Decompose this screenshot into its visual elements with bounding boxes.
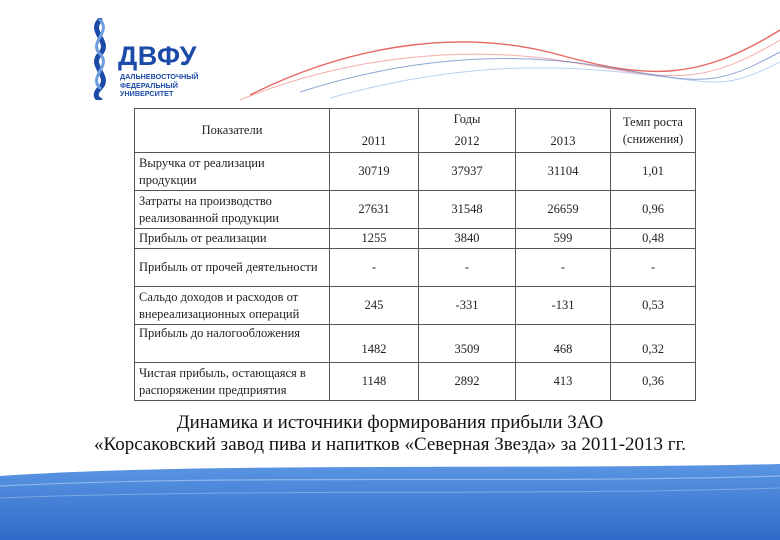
cell-value: 0,53	[611, 287, 696, 325]
cell-value: -	[419, 249, 516, 287]
table-header-row	[135, 109, 696, 131]
cell-value: 599	[516, 229, 611, 249]
cell-value: 31548	[419, 191, 516, 229]
table-row	[135, 153, 696, 191]
logo-subtitle	[120, 73, 198, 99]
profit-table	[134, 108, 696, 401]
cell-value: 31104	[516, 153, 611, 191]
table-row	[135, 249, 696, 287]
cell-value: 0,96	[611, 191, 696, 229]
table-row	[135, 191, 696, 229]
table-row	[135, 229, 696, 249]
cell-value: -	[330, 249, 419, 287]
cell-value: 3509	[419, 325, 516, 363]
header-growth-rate: Темп роста (снижения)	[611, 109, 696, 153]
table-row	[135, 363, 696, 401]
logo-subtitle-line: УНИВЕРСИТЕТ	[120, 89, 174, 98]
cell-value: 0,32	[611, 325, 696, 363]
cell-value: 1,01	[611, 153, 696, 191]
cell-value: 26659	[516, 191, 611, 229]
slide-caption	[40, 412, 740, 456]
cell-value: 0,36	[611, 363, 696, 401]
cell-value: -331	[419, 287, 516, 325]
cell-value: 413	[516, 363, 611, 401]
table-row	[135, 325, 696, 363]
row-label: Чистая прибыль, остающаяся в распоряжении предприятия	[135, 363, 330, 401]
cell-value: -131	[516, 287, 611, 325]
cell-value: -	[516, 249, 611, 287]
logo-subtitle-line: ДАЛЬНЕВОСТОЧНЫЙ	[120, 72, 199, 81]
logo-abbreviation: ДВФУ	[118, 41, 197, 71]
row-label: Выручка от реализации продукции	[135, 153, 330, 191]
caption-line: «Корсаковский завод пива и напитков «Северная Звезда» за 2011-2013 гг.	[93, 434, 686, 455]
cell-value: -	[611, 249, 696, 287]
decorative-bottom-band	[0, 462, 780, 540]
cell-value: 1482	[330, 325, 419, 363]
cell-value: 1148	[330, 363, 419, 401]
cell-value: 1255	[330, 229, 419, 249]
cell-value: 468	[516, 325, 611, 363]
header-year: 2012	[419, 131, 516, 153]
cell-value: 3840	[419, 229, 516, 249]
header-year: 2013	[516, 131, 611, 153]
header-indicator: Показатели	[135, 109, 330, 153]
cell-value: 2892	[419, 363, 516, 401]
cell-value: 0,48	[611, 229, 696, 249]
table-row	[135, 287, 696, 325]
row-label: Сальдо доходов и расходов от внереализационных операций	[135, 287, 330, 325]
row-label: Прибыль до налогообложения	[135, 325, 330, 363]
header-years: Годы	[419, 109, 516, 131]
cell-value: 37937	[419, 153, 516, 191]
cell-value: 27631	[330, 191, 419, 229]
row-label: Прибыль от прочей деятельности	[135, 249, 330, 287]
row-label: Прибыль от реализации	[135, 229, 330, 249]
caption-line: Динамика и источники формирования прибыли ЗАО	[176, 412, 604, 433]
cell-value: 245	[330, 287, 419, 325]
logo-subtitle-line: ФЕДЕРАЛЬНЫЙ	[120, 80, 178, 90]
university-logo	[82, 18, 212, 100]
row-label: Затраты на производство реализованной продукции	[135, 191, 330, 229]
dna-helix-icon	[82, 18, 118, 100]
header-year: 2011	[330, 131, 419, 153]
cell-value: 30719	[330, 153, 419, 191]
